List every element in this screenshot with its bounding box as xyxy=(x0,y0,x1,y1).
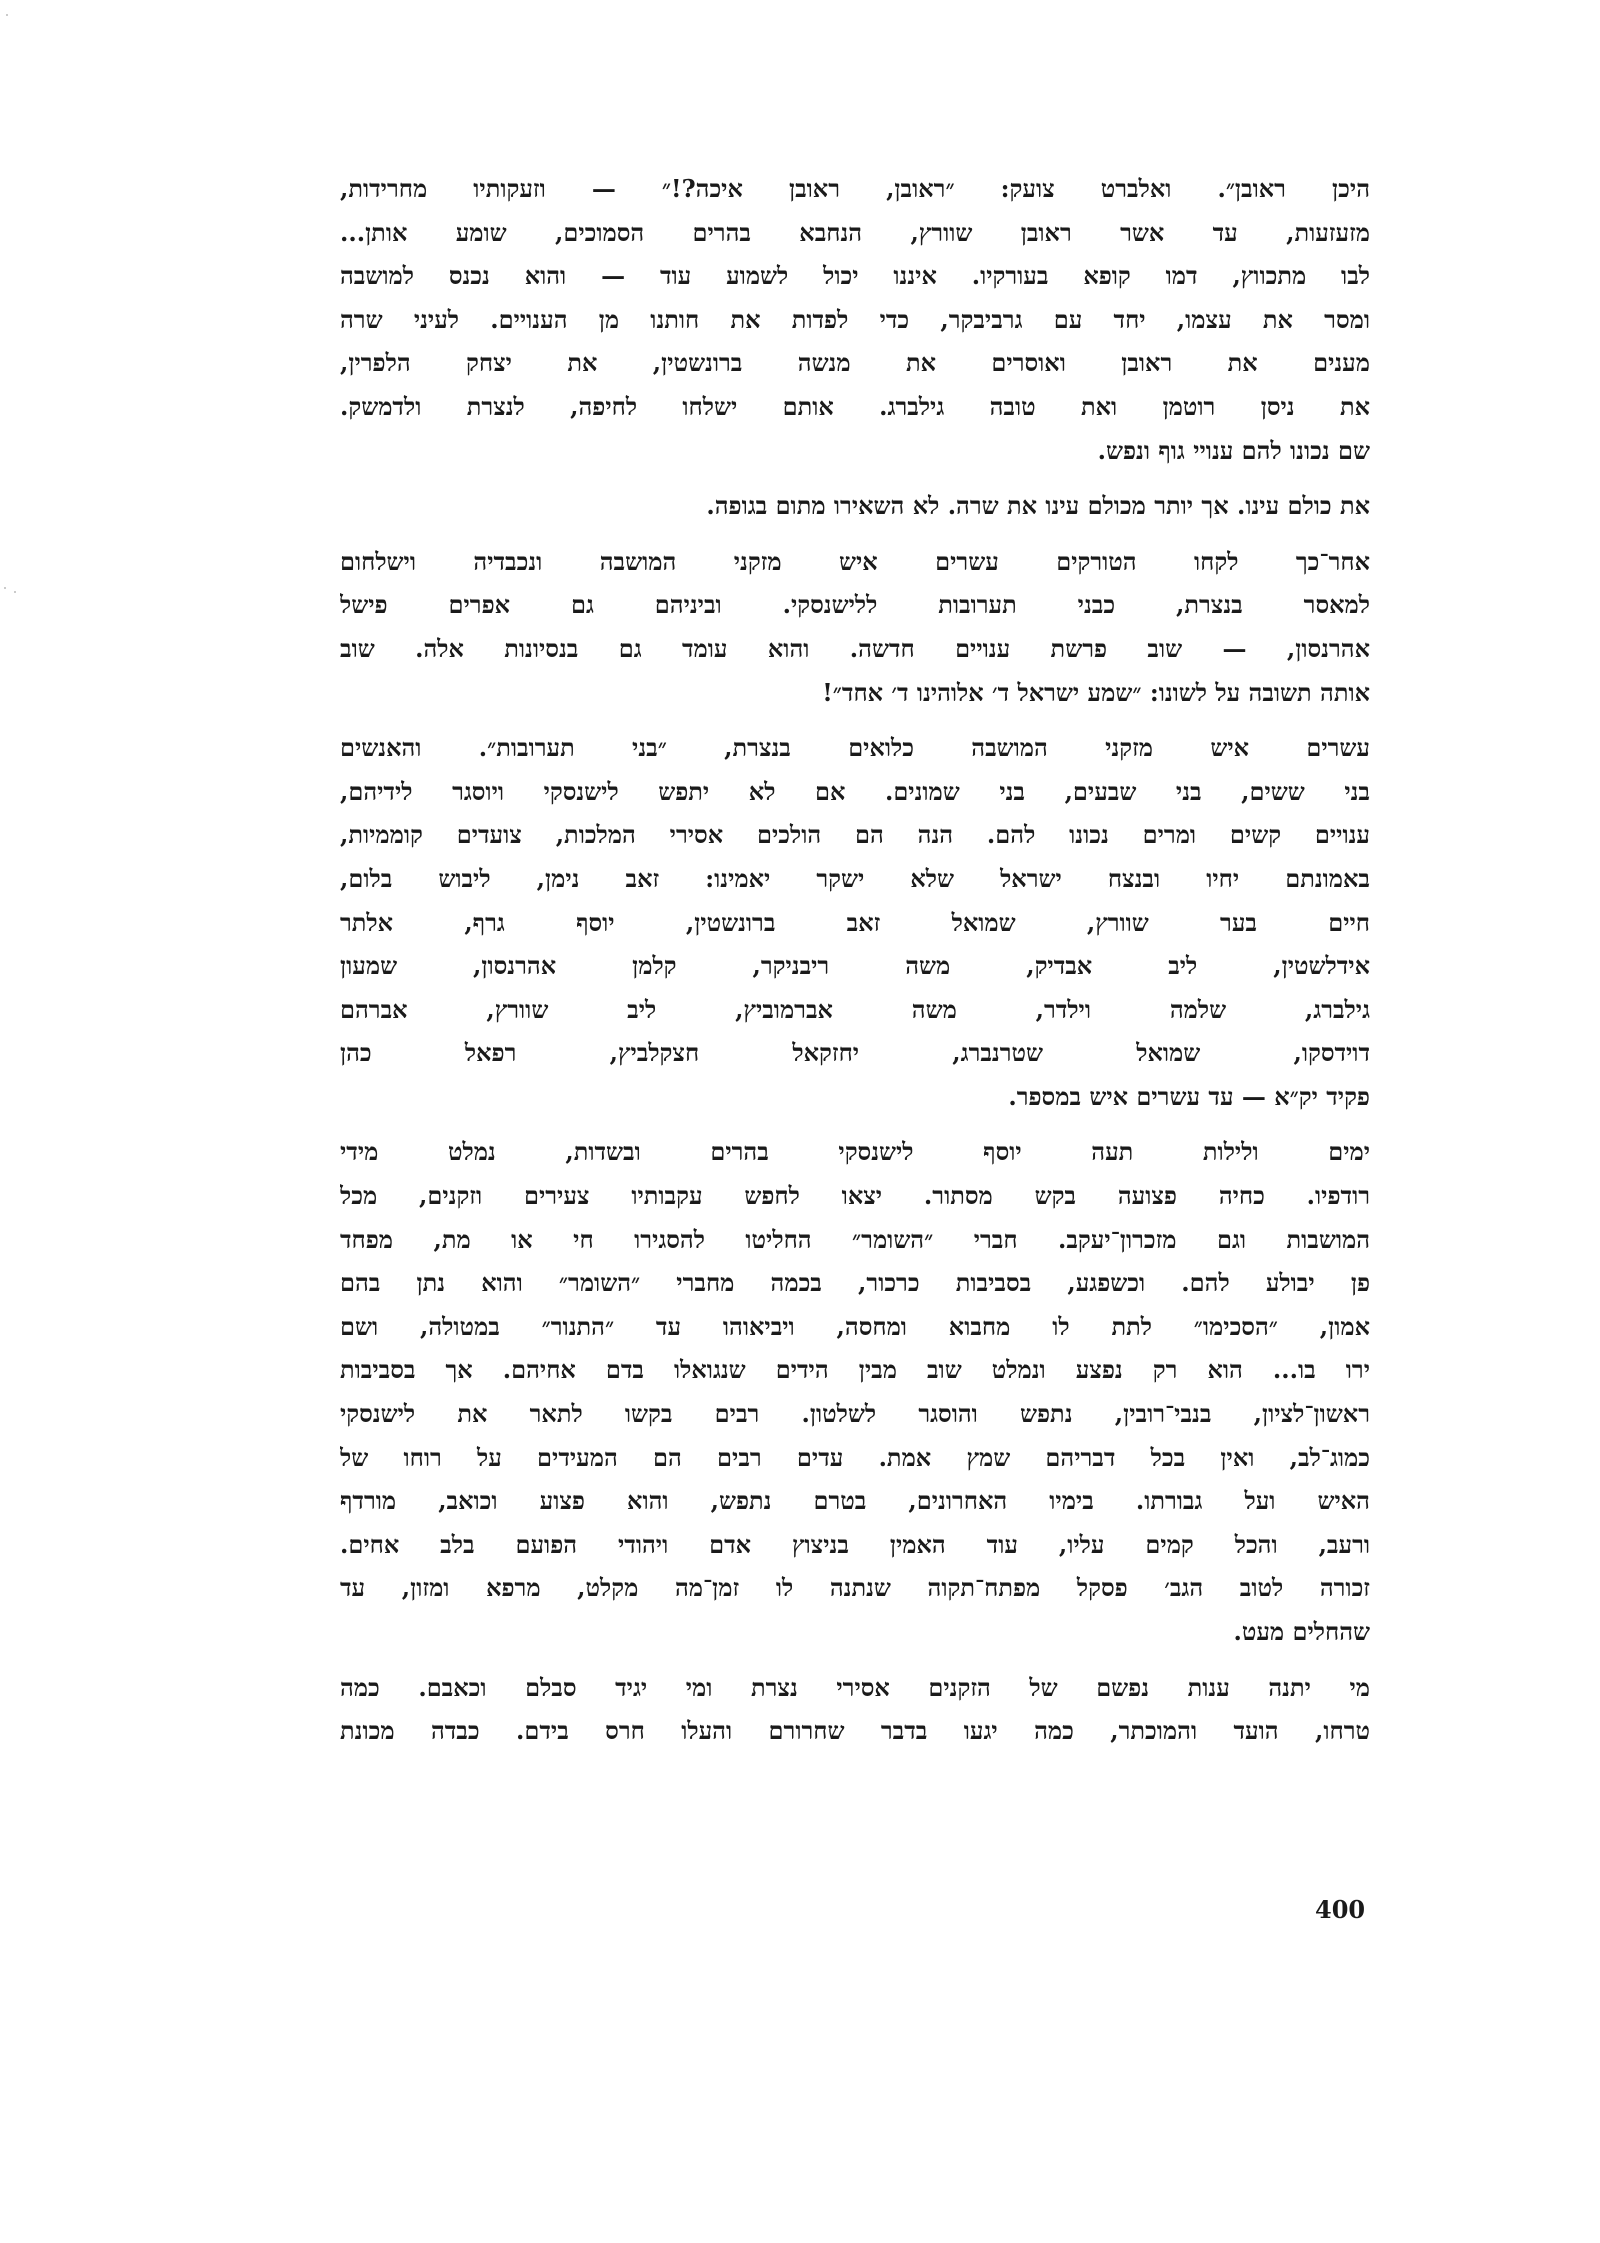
paragraph xyxy=(340,540,1370,714)
text-line: מזעזעות, עד אשר ראובן שוורץ, הנחבא בהרים הסמוכים, שומע אותן... xyxy=(340,217,1370,247)
text-line: למאסר בנצרת, כבני תערובות ללישנסקי. וביניהם גם אפרים פישל xyxy=(340,590,1370,620)
text-line: אהרנסון, — שוב פרשת ענויים חדשה. והוא עומד גם בנסיונות אלה. שוב xyxy=(340,633,1370,663)
text-line: ומסר את עצמו, יחד עם גרביבקר, כדי לפדות את חותנו מן הענויים. לעיני שרה xyxy=(340,304,1370,334)
text-line: אמון, ״הסכימו״ לתת לו מחבוא ומחסה, ויביאוהו עד ״התנור״ במטולה, ושם xyxy=(340,1311,1370,1341)
text-line: באמונתם יחיו ובנצח ישראל שלא ישקר יאמינו: זאב נימן, ליבוש בלום, xyxy=(340,863,1370,893)
paragraph xyxy=(340,726,1370,1118)
paragraph-gap xyxy=(340,714,1370,726)
paragraph-gap xyxy=(340,1654,1370,1666)
text-line: פן יבולע להם. וכשפגע, בסביבות כרכור, בכמה מחברי ״השומר״ והוא נתן בהם xyxy=(340,1268,1370,1298)
text-line: את כולם עינו. אך יותר מכולם עינו את שרה. לא השאירו מתום בגופה. xyxy=(706,491,1370,521)
text-line: בני ששים, בני שבעים, בני שמונים. אם לא יתפש לישנסקי ויוסגר לידיהם, xyxy=(340,776,1370,806)
body-text xyxy=(340,167,1370,1753)
text-line: המושבות וגם מזכרון־יעקב. חברי ״השומר״ החליטו להסגירו חי או מת, מפחד xyxy=(340,1224,1370,1254)
text-line: היכן ראובן״. ואלברט צועק: ״ראובן, ראובן איכה?!״ — וזעקותיו מחרידות, xyxy=(340,174,1370,203)
scan-speck xyxy=(14,591,16,593)
text-line: ימים ולילות תעה יוסף לישנסקי בהרים ובשדות, נמלט מידי xyxy=(340,1137,1370,1167)
text-line: ראשון־לציון, בנבי־רובין, נתפש והוסגר לשלטון. רבים בקשו לתאר את לישנסקי xyxy=(340,1399,1370,1429)
text-line: לבו מתכווץ, דמו קופא בעורקיו. איננו יכול לשמוע עוד — והוא נכנס למושבה xyxy=(340,261,1370,291)
page-number: 400 xyxy=(1315,1895,1366,1924)
text-line: טרחו, הועד והמוכתר, כמה יגעו בדבר שחרורם והעלו חרס בידם. כבדה מכונת xyxy=(340,1716,1370,1746)
text-line: את ניסן רוטמן ואת טובה גילברג. אותם ישלחו לחיפה, לנצרת ולדמשק. xyxy=(340,391,1370,421)
text-line: גילברג, שלמה וילדר, משה אברמוביץ, ליב שוורץ, אברהם xyxy=(340,994,1370,1024)
paragraph xyxy=(340,167,1370,472)
text-line: מענים את ראובן ואוסרים את מנשה ברונשטין, את יצחק הלפרין, xyxy=(340,348,1370,378)
paragraph-gap xyxy=(340,528,1370,540)
text-line: האיש ועל גבורתו. בימיו האחרונים, בטרם נתפש, והוא פצוע וכואב, מורדף xyxy=(340,1486,1370,1516)
text-line: זכורה לטוב הגב׳ פסקל מפתח־תקוה שנתנה לו זמן־מה מקלט, מרפא ומזון, עד xyxy=(340,1573,1370,1603)
text-line: אותה תשובה על לשונו: ״שמע ישראל ד׳ אלוהינו ד׳ אחד״! xyxy=(822,677,1370,707)
text-line: עשרים איש מזקני המושבה כלואים בנצרת, ״בני תערובות״. והאנשים xyxy=(340,733,1370,763)
scan-speck xyxy=(6,14,8,16)
text-line: מי יתנה ענות נפשם של הזקנים אסירי נצרת ומי יגיד סבלם וכאבם. כמה xyxy=(340,1672,1370,1702)
paragraph-gap xyxy=(340,472,1370,484)
text-line: דוידסקו, שמואל שטרנברג, יחזקאל חצקלביץ, רפאל כהן xyxy=(340,1038,1370,1068)
text-line: רודפיו. כחיה פצועה בקש מסתור. יצאו לחפש עקבותיו צעירים וזקנים, מכל xyxy=(340,1181,1370,1211)
text-line: חיים בער שוורץ, שמואל זאב ברונשטין, יוסף גרף, אלתר xyxy=(340,907,1370,937)
text-line: שם נכונו להם ענויי גוף ונפש. xyxy=(1097,435,1370,465)
text-line: ענויים קשים ומרים נכונו להם. הנה הם הולכים אסירי המלכות, צועדים קוממיות, xyxy=(340,820,1370,850)
paragraph xyxy=(340,1130,1370,1653)
paragraph xyxy=(340,484,1370,528)
paragraph-gap xyxy=(340,1118,1370,1130)
scan-speck xyxy=(4,587,6,589)
text-line: ירו בו... הוא רק נפצע ונמלט שוב מבין הידים שנגואלו בדם אחיהם. אך בסביבות xyxy=(340,1355,1370,1385)
text-line: ורעב, והכל קמים עליו, עוד האמין בניצוץ אדם ויהודי הפועם בלב אחים. xyxy=(340,1529,1370,1559)
text-line: שהחלים מעט. xyxy=(1233,1617,1370,1646)
text-line: אידלשטין, ליב אבדיק, משה ריבניקר, קלמן אהרנסון, שמעון xyxy=(340,951,1370,981)
paragraph xyxy=(340,1666,1370,1753)
text-line: כמוג־לב, ואין בכל דבריהם שמץ אמת. עדים רבים הם המעידים על רוחו של xyxy=(340,1442,1370,1472)
text-line: אחר־כך לקחו הטורקים עשרים איש מזקני המושבה ונכבדיה וישלחום xyxy=(340,546,1370,576)
text-line: פקיד יק״א — עד עשרים איש במספר. xyxy=(1008,1081,1370,1111)
